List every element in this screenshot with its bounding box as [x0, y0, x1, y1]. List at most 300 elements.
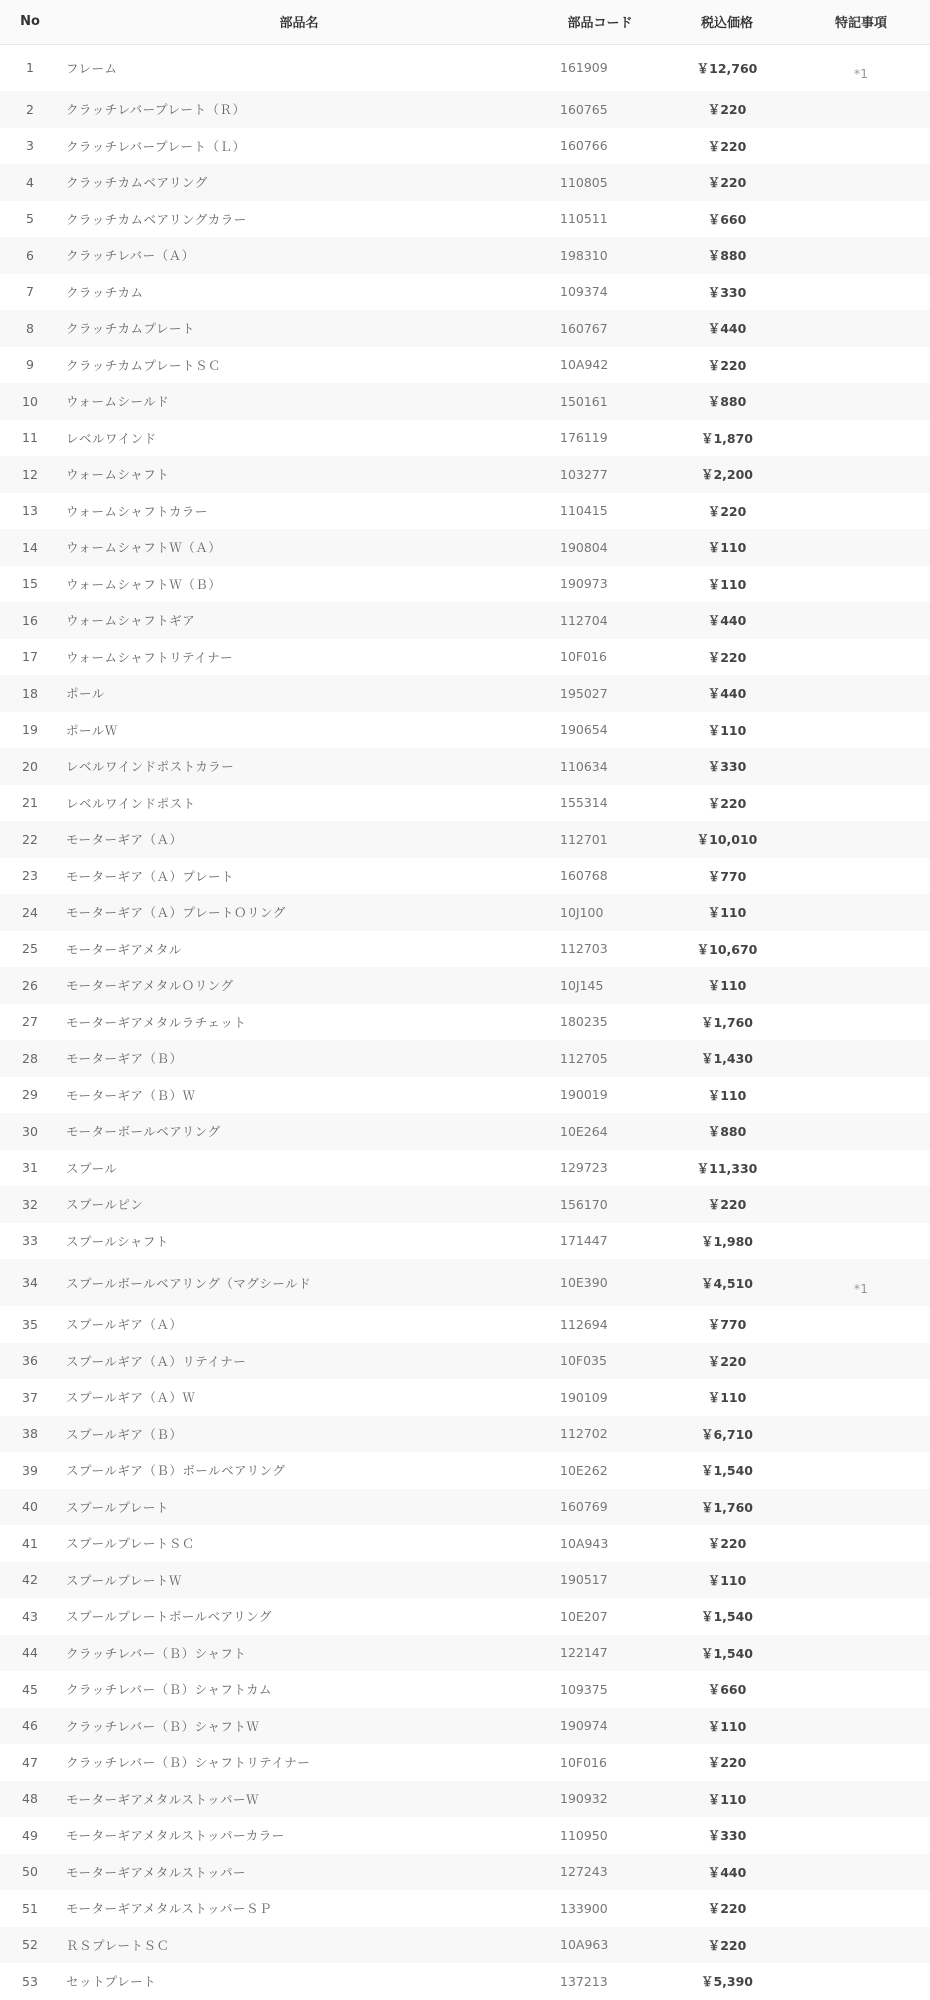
- part-code-cell: 10F016: [560, 649, 607, 665]
- part-note-cell: [792, 748, 930, 785]
- part-code-cell: 112703: [560, 941, 608, 957]
- part-code-cell: 176119: [560, 430, 608, 446]
- table-row: [0, 1004, 930, 1041]
- row-no-cell: 20: [22, 758, 38, 774]
- part-price-cell: ￥110: [707, 1791, 747, 1807]
- part-name-cell: レベルワインドポスト: [66, 795, 196, 811]
- table-row: [0, 1452, 930, 1489]
- part-note-cell: [792, 894, 930, 931]
- row-no-cell: 6: [26, 247, 34, 263]
- table-row: [0, 128, 930, 165]
- part-price-cell: ￥220: [707, 138, 747, 154]
- header-no: No: [20, 14, 40, 30]
- part-note-cell: [792, 91, 930, 128]
- part-name-cell: ウォームシャフトＷ（Ｂ）: [66, 576, 222, 592]
- table-row: [0, 201, 930, 238]
- table-row: [0, 1259, 930, 1306]
- part-code-cell: 133900: [560, 1900, 608, 1916]
- row-no-cell: 49: [22, 1827, 38, 1843]
- table-row: [0, 164, 930, 201]
- part-name-cell: スプールシャフト: [66, 1233, 169, 1249]
- table-row: [0, 1671, 930, 1708]
- row-no-cell: 50: [22, 1864, 38, 1880]
- row-no-cell: 53: [22, 1973, 38, 1989]
- part-price-cell: ￥1,980: [700, 1233, 754, 1249]
- part-price-cell: ￥220: [707, 1901, 747, 1917]
- part-price-cell: ￥110: [707, 1390, 747, 1406]
- part-price-cell: ￥11,330: [696, 1160, 758, 1176]
- row-no-cell: 17: [22, 649, 38, 665]
- table-row: [0, 1525, 930, 1562]
- part-code-cell: 110415: [560, 503, 608, 519]
- part-name-cell: クラッチレバープレート（Ｌ）: [66, 138, 246, 154]
- part-name-cell: モーターギア（Ａ）プレートＯリング: [66, 905, 286, 921]
- part-price-cell: ￥10,010: [696, 832, 758, 848]
- table-row: [0, 566, 930, 603]
- part-price-cell: ￥10,670: [696, 941, 758, 957]
- part-note-cell: [792, 1306, 930, 1343]
- part-name-cell: モーターギアメタルストッパー: [66, 1864, 247, 1880]
- header-row: [0, 0, 930, 44]
- row-no-cell: 22: [22, 831, 38, 847]
- part-note-cell: [792, 1040, 930, 1077]
- part-note-cell: [792, 1854, 930, 1891]
- part-name-cell: ポールＷ: [66, 722, 118, 738]
- table-row: [0, 1150, 930, 1187]
- part-name-cell: クラッチカムベアリングカラー: [66, 211, 247, 227]
- part-name-cell: モーターギアメタルストッパーＷ: [66, 1791, 260, 1807]
- part-name-cell: モーターギア（Ｂ）: [66, 1051, 183, 1067]
- row-no-cell: 48: [22, 1791, 38, 1807]
- row-no-cell: 30: [22, 1123, 38, 1139]
- part-price-cell: ￥220: [707, 175, 747, 191]
- table-row: [0, 493, 930, 530]
- note-mark: *1: [853, 66, 869, 82]
- part-code-cell: 10A963: [560, 1937, 609, 1953]
- part-name-cell: モーターギア（Ａ）プレート: [66, 868, 235, 884]
- part-price-cell: ￥770: [707, 868, 747, 884]
- part-name-cell: スプールボールベアリング（マグシールド: [66, 1275, 312, 1291]
- part-code-cell: 190932: [560, 1791, 608, 1807]
- part-note-cell: [792, 493, 930, 530]
- part-code-cell: 161909: [560, 60, 608, 76]
- part-name-cell: ウォームシャフトカラー: [66, 503, 208, 519]
- header-part-code: 部品コード: [567, 16, 633, 32]
- table-row: [0, 1562, 930, 1599]
- row-no-cell: 28: [22, 1050, 38, 1066]
- row-no-cell: 25: [22, 941, 38, 957]
- part-code-cell: 10E390: [560, 1275, 608, 1290]
- part-name-cell: モーターギアメタルラチェット: [66, 1014, 247, 1030]
- part-name-cell: レベルワインド: [66, 430, 157, 446]
- row-no-cell: 41: [22, 1535, 38, 1551]
- part-code-cell: 10F035: [560, 1353, 607, 1369]
- part-name-cell: スプールピン: [66, 1197, 144, 1213]
- part-note-cell: [792, 1186, 930, 1223]
- row-no-cell: 23: [22, 868, 38, 884]
- row-no-cell: 12: [22, 466, 38, 482]
- part-code-cell: 155314: [560, 795, 608, 811]
- part-code-cell: 160767: [560, 320, 608, 336]
- part-name-cell: スプールプレートボールベアリング: [66, 1609, 272, 1625]
- part-name-cell: クラッチレバー（Ｂ）シャフトＷ: [66, 1718, 260, 1734]
- part-note-cell: [792, 1343, 930, 1380]
- part-note-cell: [792, 347, 930, 384]
- row-no-cell: 31: [22, 1160, 38, 1176]
- part-price-cell: ￥660: [707, 1682, 747, 1698]
- part-code-cell: 10A942: [560, 357, 609, 373]
- row-no-cell: 15: [22, 576, 38, 592]
- part-name-cell: ウォームシャフトリテイナー: [66, 649, 234, 665]
- part-price-cell: ￥1,540: [700, 1463, 754, 1479]
- part-price-cell: ￥1,870: [700, 430, 754, 446]
- table-row: [0, 894, 930, 931]
- table-row: [0, 1781, 930, 1818]
- part-code-cell: 110511: [560, 211, 608, 227]
- part-note-cell: [792, 821, 930, 858]
- part-price-cell: ￥110: [707, 722, 747, 738]
- part-name-cell: ウォームシールド: [66, 394, 170, 410]
- table-row: [0, 821, 930, 858]
- part-name-cell: クラッチレバー（Ｂ）シャフトカム: [66, 1682, 273, 1698]
- part-price-cell: ￥220: [707, 1755, 747, 1771]
- table-row: [0, 274, 930, 311]
- part-note-cell: [792, 1489, 930, 1526]
- part-code-cell: 190973: [560, 576, 608, 592]
- row-no-cell: 8: [26, 320, 34, 336]
- row-no-cell: 2: [26, 101, 34, 117]
- part-name-cell: モーターギア（Ａ）: [66, 832, 183, 848]
- part-price-cell: ￥330: [707, 759, 747, 775]
- part-name-cell: スプールギア（Ａ）: [66, 1317, 183, 1333]
- row-no-cell: 33: [22, 1233, 38, 1249]
- part-name-cell: モーターボールベアリング: [66, 1124, 221, 1140]
- row-no-cell: 4: [26, 174, 34, 190]
- row-no-cell: 10: [22, 393, 38, 409]
- part-code-cell: 112704: [560, 612, 608, 628]
- part-price-cell: ￥110: [707, 978, 747, 994]
- table-row: [0, 639, 930, 676]
- table-row: [0, 602, 930, 639]
- part-note-cell: [792, 44, 930, 91]
- part-code-cell: 190654: [560, 722, 608, 738]
- part-name-cell: クラッチカム: [66, 284, 144, 300]
- part-note-cell: [792, 1635, 930, 1672]
- part-code-cell: 190804: [560, 539, 608, 555]
- part-note-cell: [792, 1077, 930, 1114]
- part-price-cell: ￥110: [707, 1572, 747, 1588]
- row-no-cell: 36: [22, 1353, 38, 1369]
- table-row: [0, 1854, 930, 1891]
- part-note-cell: [792, 383, 930, 420]
- part-code-cell: 10E264: [560, 1123, 608, 1139]
- part-price-cell: ￥770: [707, 1317, 747, 1333]
- part-code-cell: 10A943: [560, 1535, 609, 1551]
- part-price-cell: ￥440: [707, 1864, 747, 1880]
- part-note-cell: [792, 1817, 930, 1854]
- row-no-cell: 42: [22, 1572, 38, 1588]
- row-no-cell: 13: [22, 503, 38, 519]
- row-no-cell: 7: [26, 284, 34, 300]
- row-no-cell: 34: [22, 1275, 38, 1290]
- row-no-cell: 24: [22, 904, 38, 920]
- row-no-cell: 14: [22, 539, 38, 555]
- part-code-cell: 10F016: [560, 1754, 607, 1770]
- part-price-cell: ￥220: [707, 1353, 747, 1369]
- row-no-cell: 43: [22, 1608, 38, 1624]
- part-note-cell: [792, 858, 930, 895]
- part-name-cell: スプールプレートＷ: [66, 1572, 182, 1588]
- part-name-cell: スプールプレートＳＣ: [66, 1536, 195, 1552]
- part-code-cell: 103277: [560, 466, 608, 482]
- part-name-cell: ウォームシャフトＷ（Ａ）: [66, 540, 222, 556]
- note-mark: *1: [853, 1281, 869, 1296]
- row-no-cell: 1: [26, 60, 34, 76]
- part-code-cell: 160765: [560, 101, 608, 117]
- part-code-cell: 112701: [560, 831, 608, 847]
- part-code-cell: 190974: [560, 1718, 608, 1734]
- table-row: [0, 1223, 930, 1260]
- part-price-cell: ￥440: [707, 686, 747, 702]
- part-code-cell: 160768: [560, 868, 608, 884]
- part-name-cell: スプールプレート: [66, 1499, 169, 1515]
- table-row: [0, 1416, 930, 1453]
- part-note-cell: [792, 1259, 930, 1306]
- table-row: [0, 858, 930, 895]
- part-price-cell: ￥220: [707, 102, 747, 118]
- part-code-cell: 110950: [560, 1827, 608, 1843]
- part-name-cell: ポール: [66, 686, 105, 702]
- part-name-cell: クラッチレバー（Ｂ）シャフト: [66, 1645, 247, 1661]
- part-price-cell: ￥12,760: [696, 60, 758, 76]
- table-row: [0, 310, 930, 347]
- table-row: [0, 785, 930, 822]
- table-row: [0, 347, 930, 384]
- part-note-cell: [792, 237, 930, 274]
- part-price-cell: ￥220: [707, 795, 747, 811]
- header-price: 税込価格: [700, 16, 753, 32]
- row-no-cell: 44: [22, 1645, 38, 1661]
- part-note-cell: [792, 1671, 930, 1708]
- table-row: [0, 967, 930, 1004]
- part-price-cell: ￥2,200: [700, 467, 754, 483]
- part-name-cell: モーターギアメタルストッパーカラー: [66, 1828, 285, 1844]
- row-no-cell: 5: [26, 211, 34, 227]
- row-no-cell: 47: [22, 1754, 38, 1770]
- part-name-cell: ＲＳプレートＳＣ: [66, 1937, 170, 1953]
- part-note-cell: [792, 1963, 930, 2000]
- part-code-cell: 112694: [560, 1316, 608, 1332]
- row-no-cell: 46: [22, 1718, 38, 1734]
- part-note-cell: [792, 1416, 930, 1453]
- part-code-cell: 190019: [560, 1087, 608, 1103]
- row-no-cell: 19: [22, 722, 38, 738]
- part-code-cell: 112702: [560, 1426, 608, 1442]
- table-row: [0, 1963, 930, 2000]
- part-note-cell: [792, 1781, 930, 1818]
- part-price-cell: ￥330: [707, 1828, 747, 1844]
- part-code-cell: 110634: [560, 758, 608, 774]
- part-note-cell: [792, 164, 930, 201]
- header-part-name: 部品名: [279, 16, 319, 32]
- part-note-cell: [792, 420, 930, 457]
- part-code-cell: 109375: [560, 1681, 608, 1697]
- row-no-cell: 32: [22, 1196, 38, 1212]
- part-code-cell: 180235: [560, 1014, 608, 1030]
- part-price-cell: ￥220: [707, 503, 747, 519]
- part-note-cell: [792, 1525, 930, 1562]
- row-no-cell: 35: [22, 1316, 38, 1332]
- part-note-cell: [792, 639, 930, 676]
- part-note-cell: [792, 529, 930, 566]
- part-price-cell: ￥880: [707, 394, 747, 410]
- table-row: [0, 712, 930, 749]
- row-no-cell: 39: [22, 1462, 38, 1478]
- part-code-cell: 198310: [560, 247, 608, 263]
- part-code-cell: 129723: [560, 1160, 608, 1176]
- part-code-cell: 171447: [560, 1233, 608, 1249]
- row-no-cell: 18: [22, 685, 38, 701]
- part-name-cell: スプールギア（Ｂ）ボールベアリング: [66, 1463, 286, 1479]
- part-code-cell: 109374: [560, 284, 608, 300]
- table-row: [0, 931, 930, 968]
- part-name-cell: スプール: [66, 1160, 118, 1176]
- table-row: [0, 1635, 930, 1672]
- part-name-cell: レベルワインドポストカラー: [66, 759, 235, 775]
- part-note-cell: [792, 1150, 930, 1187]
- part-name-cell: クラッチレバー（Ａ）: [66, 248, 195, 264]
- part-note-cell: [792, 967, 930, 1004]
- row-no-cell: 45: [22, 1681, 38, 1697]
- table-row: [0, 1708, 930, 1745]
- table-row: [0, 1113, 930, 1150]
- part-name-cell: モーターギアメタルＯリング: [66, 978, 234, 994]
- part-price-cell: ￥1,540: [700, 1609, 754, 1625]
- part-name-cell: モーターギアメタル: [66, 941, 182, 957]
- part-note-cell: [792, 310, 930, 347]
- table-row: [0, 237, 930, 274]
- part-price-cell: ￥220: [707, 1536, 747, 1552]
- row-no-cell: 16: [22, 612, 38, 628]
- part-name-cell: モーターギア（Ｂ）Ｗ: [66, 1087, 196, 1103]
- part-price-cell: ￥110: [707, 576, 747, 592]
- part-note-cell: [792, 1379, 930, 1416]
- table-row: [0, 420, 930, 457]
- part-price-cell: ￥110: [707, 1087, 747, 1103]
- part-code-cell: 112705: [560, 1050, 608, 1066]
- row-no-cell: 9: [26, 357, 34, 373]
- part-note-cell: [792, 1890, 930, 1927]
- part-code-cell: 160766: [560, 138, 608, 154]
- table-row: [0, 1817, 930, 1854]
- part-name-cell: セットプレート: [66, 1974, 157, 1990]
- part-price-cell: ￥220: [707, 1197, 747, 1213]
- part-price-cell: ￥4,510: [700, 1275, 754, 1291]
- part-code-cell: 10J145: [560, 977, 604, 993]
- table-row: [0, 1343, 930, 1380]
- row-no-cell: 21: [22, 795, 38, 811]
- part-note-cell: [792, 712, 930, 749]
- part-price-cell: ￥880: [707, 248, 747, 264]
- part-price-cell: ￥5,390: [700, 1974, 754, 1990]
- part-code-cell: 10E207: [560, 1608, 608, 1624]
- part-note-cell: [792, 1708, 930, 1745]
- part-code-cell: 137213: [560, 1973, 608, 1989]
- table-row: [0, 1186, 930, 1223]
- part-price-cell: ￥330: [707, 284, 747, 300]
- part-price-cell: ￥1,540: [700, 1645, 754, 1661]
- part-name-cell: クラッチカムプレートＳＣ: [66, 357, 222, 373]
- part-note-cell: [792, 274, 930, 311]
- part-price-cell: ￥220: [707, 649, 747, 665]
- part-note-cell: [792, 602, 930, 639]
- table-body: [0, 44, 930, 2000]
- table-row: [0, 456, 930, 493]
- row-no-cell: 3: [26, 138, 34, 154]
- part-name-cell: クラッチカムベアリング: [66, 175, 208, 191]
- part-code-cell: 150161: [560, 393, 608, 409]
- part-name-cell: モーターギアメタルストッパーＳＰ: [66, 1901, 273, 1917]
- part-note-cell: [792, 1927, 930, 1964]
- part-note-cell: [792, 931, 930, 968]
- table-row: [0, 529, 930, 566]
- part-price-cell: ￥660: [707, 211, 747, 227]
- part-price-cell: ￥1,760: [700, 1014, 754, 1030]
- table-row: [0, 1744, 930, 1781]
- row-no-cell: 37: [22, 1389, 38, 1405]
- table-row: [0, 1927, 930, 1964]
- table-row: [0, 1077, 930, 1114]
- part-name-cell: フレーム: [66, 60, 118, 76]
- table-row: [0, 91, 930, 128]
- part-name-cell: クラッチカムプレート: [66, 321, 196, 337]
- part-note-cell: [792, 1223, 930, 1260]
- part-note-cell: [792, 456, 930, 493]
- part-note-cell: [792, 201, 930, 238]
- part-price-cell: ￥220: [707, 357, 747, 373]
- row-no-cell: 38: [22, 1426, 38, 1442]
- part-price-cell: ￥1,760: [700, 1499, 754, 1515]
- part-code-cell: 110805: [560, 174, 608, 190]
- part-code-cell: 10E262: [560, 1462, 608, 1478]
- part-name-cell: ウォームシャフト: [66, 467, 170, 483]
- part-note-cell: [792, 1598, 930, 1635]
- table-row: [0, 1379, 930, 1416]
- table-row: [0, 383, 930, 420]
- part-note-cell: [792, 128, 930, 165]
- part-note-cell: [792, 1004, 930, 1041]
- part-name-cell: クラッチレバープレート（Ｒ）: [66, 102, 246, 118]
- part-name-cell: スプールギア（Ｂ）: [66, 1426, 183, 1442]
- part-note-cell: [792, 1562, 930, 1599]
- part-price-cell: ￥110: [707, 905, 747, 921]
- part-code-cell: 156170: [560, 1196, 608, 1212]
- part-price-cell: ￥1,430: [700, 1051, 754, 1067]
- part-code-cell: 122147: [560, 1645, 608, 1661]
- table-row: [0, 1890, 930, 1927]
- part-price-cell: ￥6,710: [700, 1426, 754, 1442]
- part-price-cell: ￥110: [707, 1718, 747, 1734]
- table-row: [0, 44, 930, 91]
- part-price-cell: ￥440: [707, 613, 747, 629]
- part-name-cell: クラッチレバー（Ｂ）シャフトリテイナー: [66, 1755, 311, 1771]
- part-price-cell: ￥880: [707, 1124, 747, 1140]
- row-no-cell: 26: [22, 977, 38, 993]
- table-row: [0, 1598, 930, 1635]
- part-note-cell: [792, 785, 930, 822]
- row-no-cell: 52: [22, 1937, 38, 1953]
- part-note-cell: [792, 566, 930, 603]
